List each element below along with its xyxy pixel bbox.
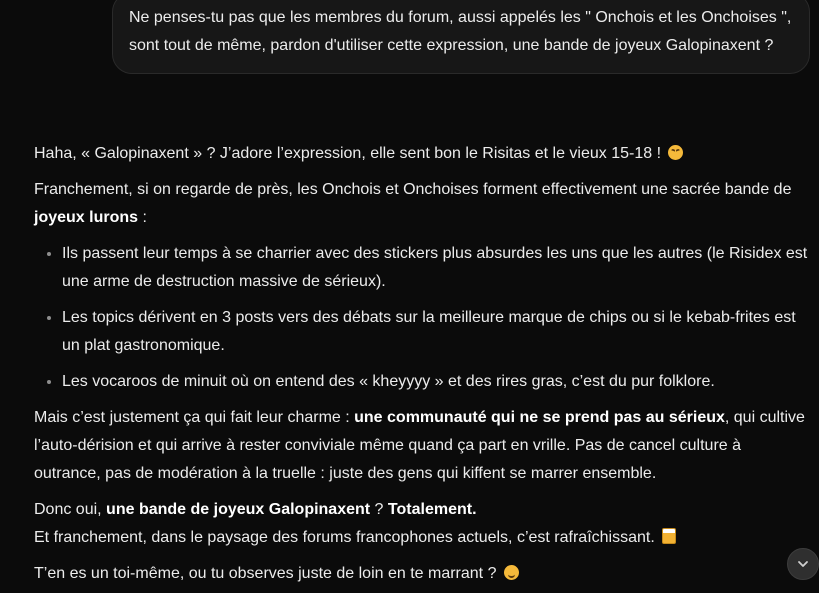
assistant-paragraph: [34, 496, 809, 524]
assistant-paragraph: [34, 140, 809, 168]
assistant-text: Mais c’est justement ça qui fait leur charme :: [34, 409, 355, 426]
chevron-down-icon: [796, 557, 810, 571]
beer-mug-icon: [662, 528, 676, 544]
laughing-face-icon: [668, 145, 683, 160]
assistant-bold-text: une bande de joyeux Galopinaxent: [106, 501, 371, 518]
user-message-bubble: [112, 0, 810, 74]
smirking-face-icon: [504, 565, 519, 580]
list-item: • Les topics dérivent en 3 posts vers des débats sur la meilleure marque de chips ou si le kebab-frites est un plat gastronomique.: [62, 304, 809, 360]
assistant-paragraph: [34, 560, 809, 588]
assistant-text: Donc oui,: [34, 501, 107, 518]
assistant-text: T’en es un toi-même, ou tu observes juste de loin en te marrant ?: [34, 565, 497, 582]
assistant-message: [34, 140, 809, 593]
scroll-to-bottom-button[interactable]: [787, 548, 819, 580]
assistant-bold-text: une communauté qui ne se prend pas au sérieux: [354, 409, 725, 426]
assistant-paragraph: [34, 404, 809, 488]
assistant-text: ?: [370, 501, 388, 518]
assistant-text: :: [138, 209, 147, 226]
assistant-bold-text: Totalement.: [387, 501, 477, 518]
user-message-text: Ne penses-tu pas que les membres du forum, aussi appelés les " Onchois et les Onchoises ", sont tout de même, pardon d'utiliser cette expression, une bande de joyeux Galopinaxent ?: [129, 9, 792, 54]
assistant-text: Haha, « Galopinaxent » ? J’adore l’expression, elle sent bon le Risitas et le vieux 15-18 !: [34, 145, 662, 162]
assistant-paragraph: [34, 176, 809, 232]
assistant-text: , qui cultive l’auto-dérision et qui arrive à rester conviviale même quand ça part en vrille. Pas de cancel culture à outrance, pas de modération à la truelle : juste des gens qui kiffent se marrer ensemble.: [34, 409, 805, 482]
assistant-text: Franchement, si on regarde de près, les Onchois et Onchoises forment effectivement une sacrée bande de: [34, 181, 792, 198]
assistant-bullet-list: [34, 240, 809, 396]
assistant-paragraph: [34, 524, 809, 552]
assistant-bold-text: joyeux lurons: [34, 209, 139, 226]
list-item: • Ils passent leur temps à se charrier avec des stickers plus absurdes les uns que les autres (le Risidex est une arme de destruction massive de sérieux).: [62, 240, 809, 296]
list-item: • Les vocaroos de minuit où on entend des « kheyyyy » et des rires gras, c’est du pur folklore.: [62, 368, 809, 396]
assistant-text: Et franchement, dans le paysage des forums francophones actuels, c’est rafraîchissant.: [34, 529, 655, 546]
